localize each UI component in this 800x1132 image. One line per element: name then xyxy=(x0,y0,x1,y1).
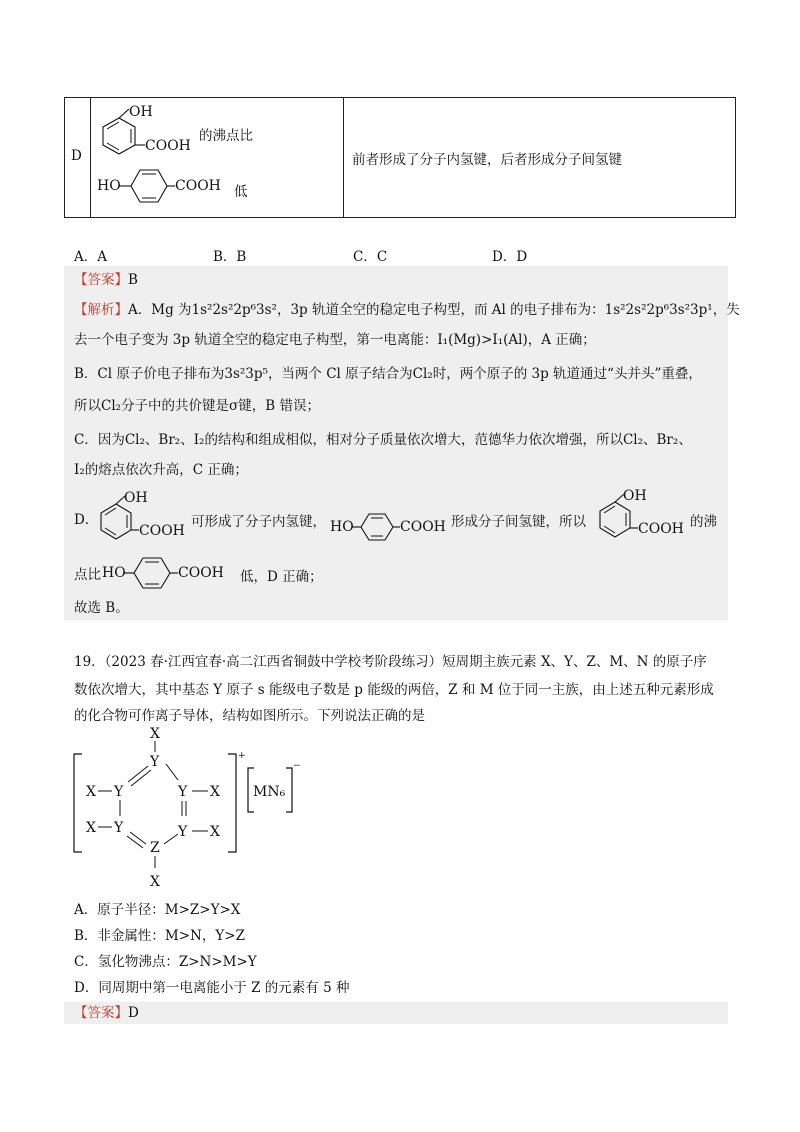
svg-text:HO: HO xyxy=(330,519,354,535)
atom-x-top: X xyxy=(150,726,160,742)
option-c: C．C xyxy=(353,249,388,265)
table-row-label: D xyxy=(71,148,82,164)
salicylic-acid-inline xyxy=(94,488,190,550)
svg-text:COOH: COOH xyxy=(638,521,684,537)
oh-label: OH xyxy=(129,104,153,120)
svg-text:HO: HO xyxy=(102,565,126,581)
charge-minus: − xyxy=(293,761,301,771)
analysis-line-1: 【解析】A．Mg 为1s²2s²2p⁶3s²，3p 轨道全空的稳定电子构型，而 Al 的电子排布为：1s²2s²2p⁶3s²3p¹，失 xyxy=(74,302,740,318)
analysis-line-2: 去一个电子变为 3p 轨道全空的稳定电子构型，第一电离能：I₁(Mg)>I₁(Al)，A 正确； xyxy=(74,332,596,348)
analysis-line-9: 故选 B。 xyxy=(74,600,129,616)
analysis-line-8-a: 点比 xyxy=(74,567,101,583)
answer-19-line xyxy=(74,1003,139,1023)
table-text-low: 低 xyxy=(234,184,248,200)
analysis-line-5: C．因为Cl₂、Br₂、I₂的结构和组成相似，相对分子质量依次增大，范德华力依次增强，所以Cl₂、Br₂、 xyxy=(74,432,692,448)
table-divider xyxy=(90,98,91,217)
option-a: A．A xyxy=(74,249,107,265)
answer-line xyxy=(74,270,138,290)
atom-y-left-lower: Y xyxy=(114,820,124,836)
analysis-line-7-a: D． xyxy=(74,512,99,528)
analysis-line-7-b: 可形成了分子内氢键， xyxy=(191,514,326,530)
svg-text:OH: OH xyxy=(623,488,647,504)
atom-z: Z xyxy=(150,840,160,856)
ionic-compound-structure xyxy=(70,724,310,896)
analysis-tag: 【解析】 xyxy=(74,302,128,318)
table-divider xyxy=(343,98,344,217)
analysis-line-3: B．Cl 原子价电子排布为3s²3p⁵，当两个 Cl 原子结合为Cl₂时，两个原子的 3p 轨道通过“头并头”重叠， xyxy=(74,366,702,382)
analysis-line-8-b: 低，D 正确； xyxy=(240,569,323,585)
cooh-label: COOH xyxy=(175,178,221,194)
atom-y-left-upper: Y xyxy=(114,784,124,800)
answer-19-value: D xyxy=(128,1005,139,1021)
svg-text:COOH: COOH xyxy=(400,519,446,535)
answer-19-block xyxy=(64,1002,728,1024)
ho-label: HO xyxy=(97,178,121,194)
answer-19-tag: 【答案】 xyxy=(74,1005,128,1021)
analysis-line-7-c: 形成分子间氢键，所以 xyxy=(451,514,586,530)
salicylic-acid-structure xyxy=(95,100,205,170)
svg-text:COOH: COOH xyxy=(139,523,185,539)
answer-value: B xyxy=(128,272,138,288)
atom-x-bottom: X xyxy=(150,874,160,890)
charge-plus: + xyxy=(238,751,246,761)
p-hydroxybenzoic-inline-2 xyxy=(100,556,240,590)
atom-y-right-lower: Y xyxy=(178,824,188,840)
analysis-line-4: 所以Cl₂分子中的共价键是σ键，B 错误； xyxy=(74,398,320,414)
option-19-a: A．原子半径：M>Z>Y>X xyxy=(74,902,241,918)
question-19-line-2: 数依次增大，其中基态 Y 原子 s 能级电子数是 p 能级的两倍，Z 和 M 位于同一主族，由上述五种元素形成 xyxy=(74,682,714,698)
svg-text:OH: OH xyxy=(124,490,148,506)
option-d: D．D xyxy=(492,249,528,265)
option-b: B．B xyxy=(213,249,247,265)
answer-tag: 【答案】 xyxy=(74,272,128,288)
svg-text:COOH: COOH xyxy=(178,565,224,581)
atom-x-left-lower: X xyxy=(86,820,96,836)
atom-x-right-upper: X xyxy=(210,784,220,800)
question-19-line-1: 19．（2023 春·江西宜春·高二江西省铜鼓中学校考阶段练习）短周期主族元素 X、Y、Z、M、N 的原子序 xyxy=(74,654,707,670)
anion-mn6: MN₆ xyxy=(253,784,286,800)
option-19-c: C．氢化物沸点：Z>N>M>Y xyxy=(74,954,257,970)
p-hydroxybenzoic-inline xyxy=(328,512,448,542)
cooh-label: COOH xyxy=(145,138,191,154)
analysis-line-6: I₂的熔点依次升高，C 正确； xyxy=(74,462,248,478)
p-hydroxybenzoic-acid-structure xyxy=(95,168,235,204)
option-19-d: D．同周期中第一电离能小于 Z 的元素有 5 种 xyxy=(74,980,350,996)
table-text-boiling: 的沸点比 xyxy=(199,128,253,144)
salicylic-acid-inline-2 xyxy=(593,486,689,548)
analysis-line-7-d: 的沸 xyxy=(690,514,717,530)
atom-y-top: Y xyxy=(150,754,160,770)
question-19-line-3: 的化合物可作离子导体，结构如图所示。下列说法正确的是 xyxy=(74,708,425,724)
atom-x-left-upper: X xyxy=(86,784,96,800)
atom-y-right-upper: Y xyxy=(178,784,188,800)
option-19-b: B．非金属性：M>N，Y>Z xyxy=(74,928,245,944)
table-explanation: 前者形成了分子内氢键，后者形成分子间氢键 xyxy=(352,152,622,168)
atom-x-right-lower: X xyxy=(210,824,220,840)
